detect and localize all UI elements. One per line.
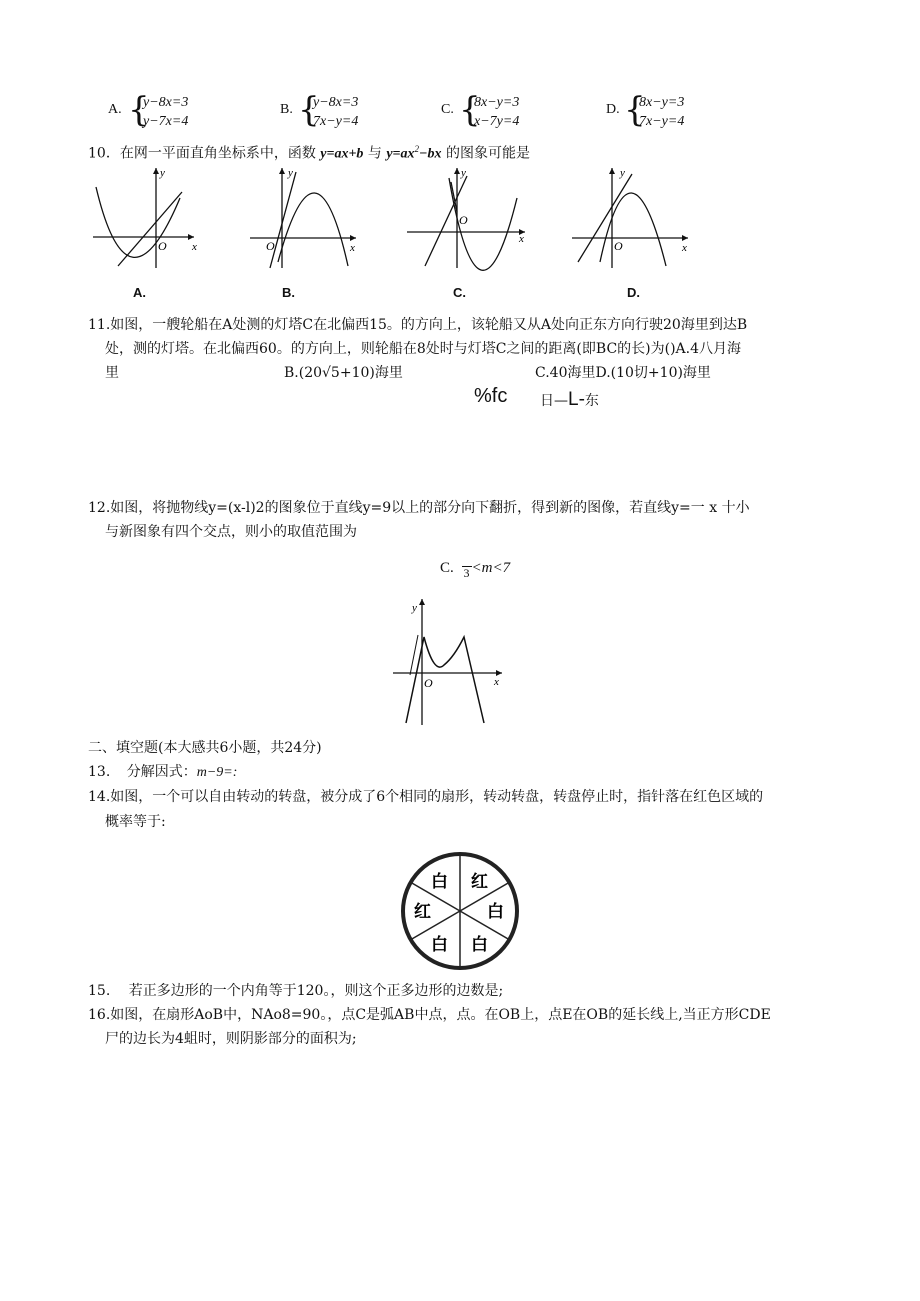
origin-label: O <box>424 676 433 690</box>
y-axis-arrow-icon <box>153 168 159 174</box>
q14-line2: 概率等于: <box>105 814 166 830</box>
question-number: 15. <box>88 983 111 999</box>
q13 <box>88 762 237 783</box>
q10-graph-d <box>570 162 695 272</box>
axis-x-label: x <box>350 242 355 254</box>
q11-figure-text-part: 东 <box>584 393 599 409</box>
x-axis-arrow-icon <box>350 235 356 241</box>
q16-line1: 16.如图，在扇形AoB中，NAo8=90。，点C是弧AB中点，点。在OB上，点E在OB的延长线上,当正方形CDE <box>88 1007 771 1023</box>
brace-icon: { <box>298 90 320 130</box>
axis-x-label: x <box>682 242 687 254</box>
q16-line2: 尸的边长为4蛆时，则阴影部分的面积为; <box>105 1031 357 1047</box>
q10-graph-a <box>88 162 200 272</box>
option-label: D. <box>606 102 620 117</box>
q15 <box>88 981 503 1001</box>
q11-figure-text-part: L- <box>568 389 585 410</box>
brace-icon: { <box>128 90 150 130</box>
equation: y−8x=3 <box>143 95 189 110</box>
q10-stem-text: 的图象可能是 <box>441 145 530 162</box>
q12-graph <box>388 595 508 730</box>
q10-graph-b <box>248 162 360 272</box>
equation: 8x−y=3 <box>474 95 520 110</box>
q10-formula-exponent: 2 <box>414 144 420 154</box>
fraction-denominator: 3 <box>463 566 470 580</box>
axis-y-label: y <box>412 602 417 614</box>
q10-formula-linear: y=ax+b <box>320 146 364 162</box>
y-axis-arrow-icon <box>454 168 460 174</box>
brace-icon: { <box>459 90 481 130</box>
equation: 8x−y=3 <box>639 95 685 110</box>
equation: 7x−y=4 <box>639 114 685 129</box>
option-label: A. <box>108 102 122 117</box>
axis-x-label: x <box>192 241 197 253</box>
q11-figure-text <box>540 389 599 411</box>
question-number: 13. <box>88 764 111 780</box>
line-graph <box>578 174 632 262</box>
q11-line3-a: 里 <box>105 365 119 381</box>
sector-label: 白 <box>431 935 448 955</box>
x-axis-arrow-icon <box>188 234 194 240</box>
q14-spinner-wheel <box>400 851 520 971</box>
fraction <box>462 558 472 579</box>
axis-x-label: x <box>494 676 499 688</box>
y-axis-arrow-icon <box>279 168 285 174</box>
sector-label: 白 <box>471 935 488 955</box>
inequality: <m<7 <box>471 559 511 576</box>
q10-formula-quadratic-rest: −bx <box>419 146 442 162</box>
origin-label: O <box>614 239 623 253</box>
parabola-curve <box>600 193 666 266</box>
q10-graph-label-c: C. <box>453 285 466 300</box>
q12-line1: 12.如图，将抛物线y=(x-l)2的图象位于直线y=9以上的部分向下翻折，得到新的图像，若直线y=一 x 十小 <box>88 500 750 516</box>
sector-label: 白 <box>431 872 448 892</box>
x-axis-arrow-icon <box>682 235 688 241</box>
q11-option-b: B.(20√5+10)海里 <box>284 365 403 381</box>
q12-line2: 与新图象有四个交点，则小的取值范围为 <box>105 524 357 540</box>
q13-text: 分解因式： <box>126 764 197 780</box>
axis-y-label: y <box>620 167 625 179</box>
origin-label: O <box>459 213 468 227</box>
q13-math: m−9=: <box>196 765 238 780</box>
y-axis-arrow-icon <box>419 599 425 605</box>
q10-graph-label-d: D. <box>627 285 640 300</box>
sector-label: 红 <box>471 872 488 892</box>
parabola-curve <box>278 193 348 266</box>
q10-stem-text: 与 <box>363 145 387 162</box>
q14-line1: 14.如图，一个可以自由转动的转盘，被分成了6个相同的扇形，转动转盘，转盘停止时，指针落在红色区域的 <box>88 789 764 805</box>
q10-stem-text: 10．在网一平面直角坐标系中，函数 <box>88 145 321 162</box>
sector-label: 红 <box>414 902 431 922</box>
line-graph <box>118 192 182 266</box>
q10-graph-label-b: B. <box>282 285 295 300</box>
parabola-curve <box>96 187 180 257</box>
y-axis-arrow-icon <box>609 168 615 174</box>
q10-graph-label-a: A. <box>133 285 146 300</box>
equation: y−8x=3 <box>313 95 359 110</box>
section2-heading: 二、填空题(本大感共6小题，共24分) <box>88 740 322 756</box>
q11-line2: 处，测的灯塔。在北偏西60。的方向上，则轮船在8处时与灯塔C之间的距离(即BC的长)为()A.4八月海 <box>105 341 742 357</box>
equation: 7x−y=4 <box>313 114 359 129</box>
axis-y-label: y <box>288 167 293 179</box>
option-label: C. <box>440 559 454 576</box>
q11-figure-text-part: 日— <box>540 393 568 409</box>
q11-option-cd: C.40海里D.(10切+10)海里 <box>535 365 711 381</box>
folded-parabola <box>406 637 484 723</box>
origin-label: O <box>158 239 167 253</box>
axis-y-label: y <box>461 167 466 179</box>
origin-label: O <box>266 239 275 253</box>
equation: y−7x=4 <box>143 114 189 129</box>
q11-line1: 11.如图，一艘轮船在A处测的灯塔C在北偏西15。的方向上，该轮船又从A处向正东方向行驶20海里到达B <box>88 317 748 333</box>
sector-label: 白 <box>487 902 504 922</box>
q11-figure-text: %fc <box>474 385 508 407</box>
option-label: C. <box>441 102 454 117</box>
q10-stem <box>88 139 530 165</box>
q12-option-c <box>440 558 510 579</box>
equation: x−7y=4 <box>474 114 520 129</box>
q15-text: 若正多边形的一个内角等于120。，则这个正多边形的边数是; <box>128 983 504 999</box>
q10-graph-c <box>405 162 530 272</box>
option-label: B. <box>280 102 293 117</box>
axis-y-label: y <box>160 167 165 179</box>
q10-formula-quadratic: y=ax <box>386 146 415 162</box>
brace-icon: { <box>624 90 646 130</box>
axis-x-label: x <box>519 233 524 245</box>
